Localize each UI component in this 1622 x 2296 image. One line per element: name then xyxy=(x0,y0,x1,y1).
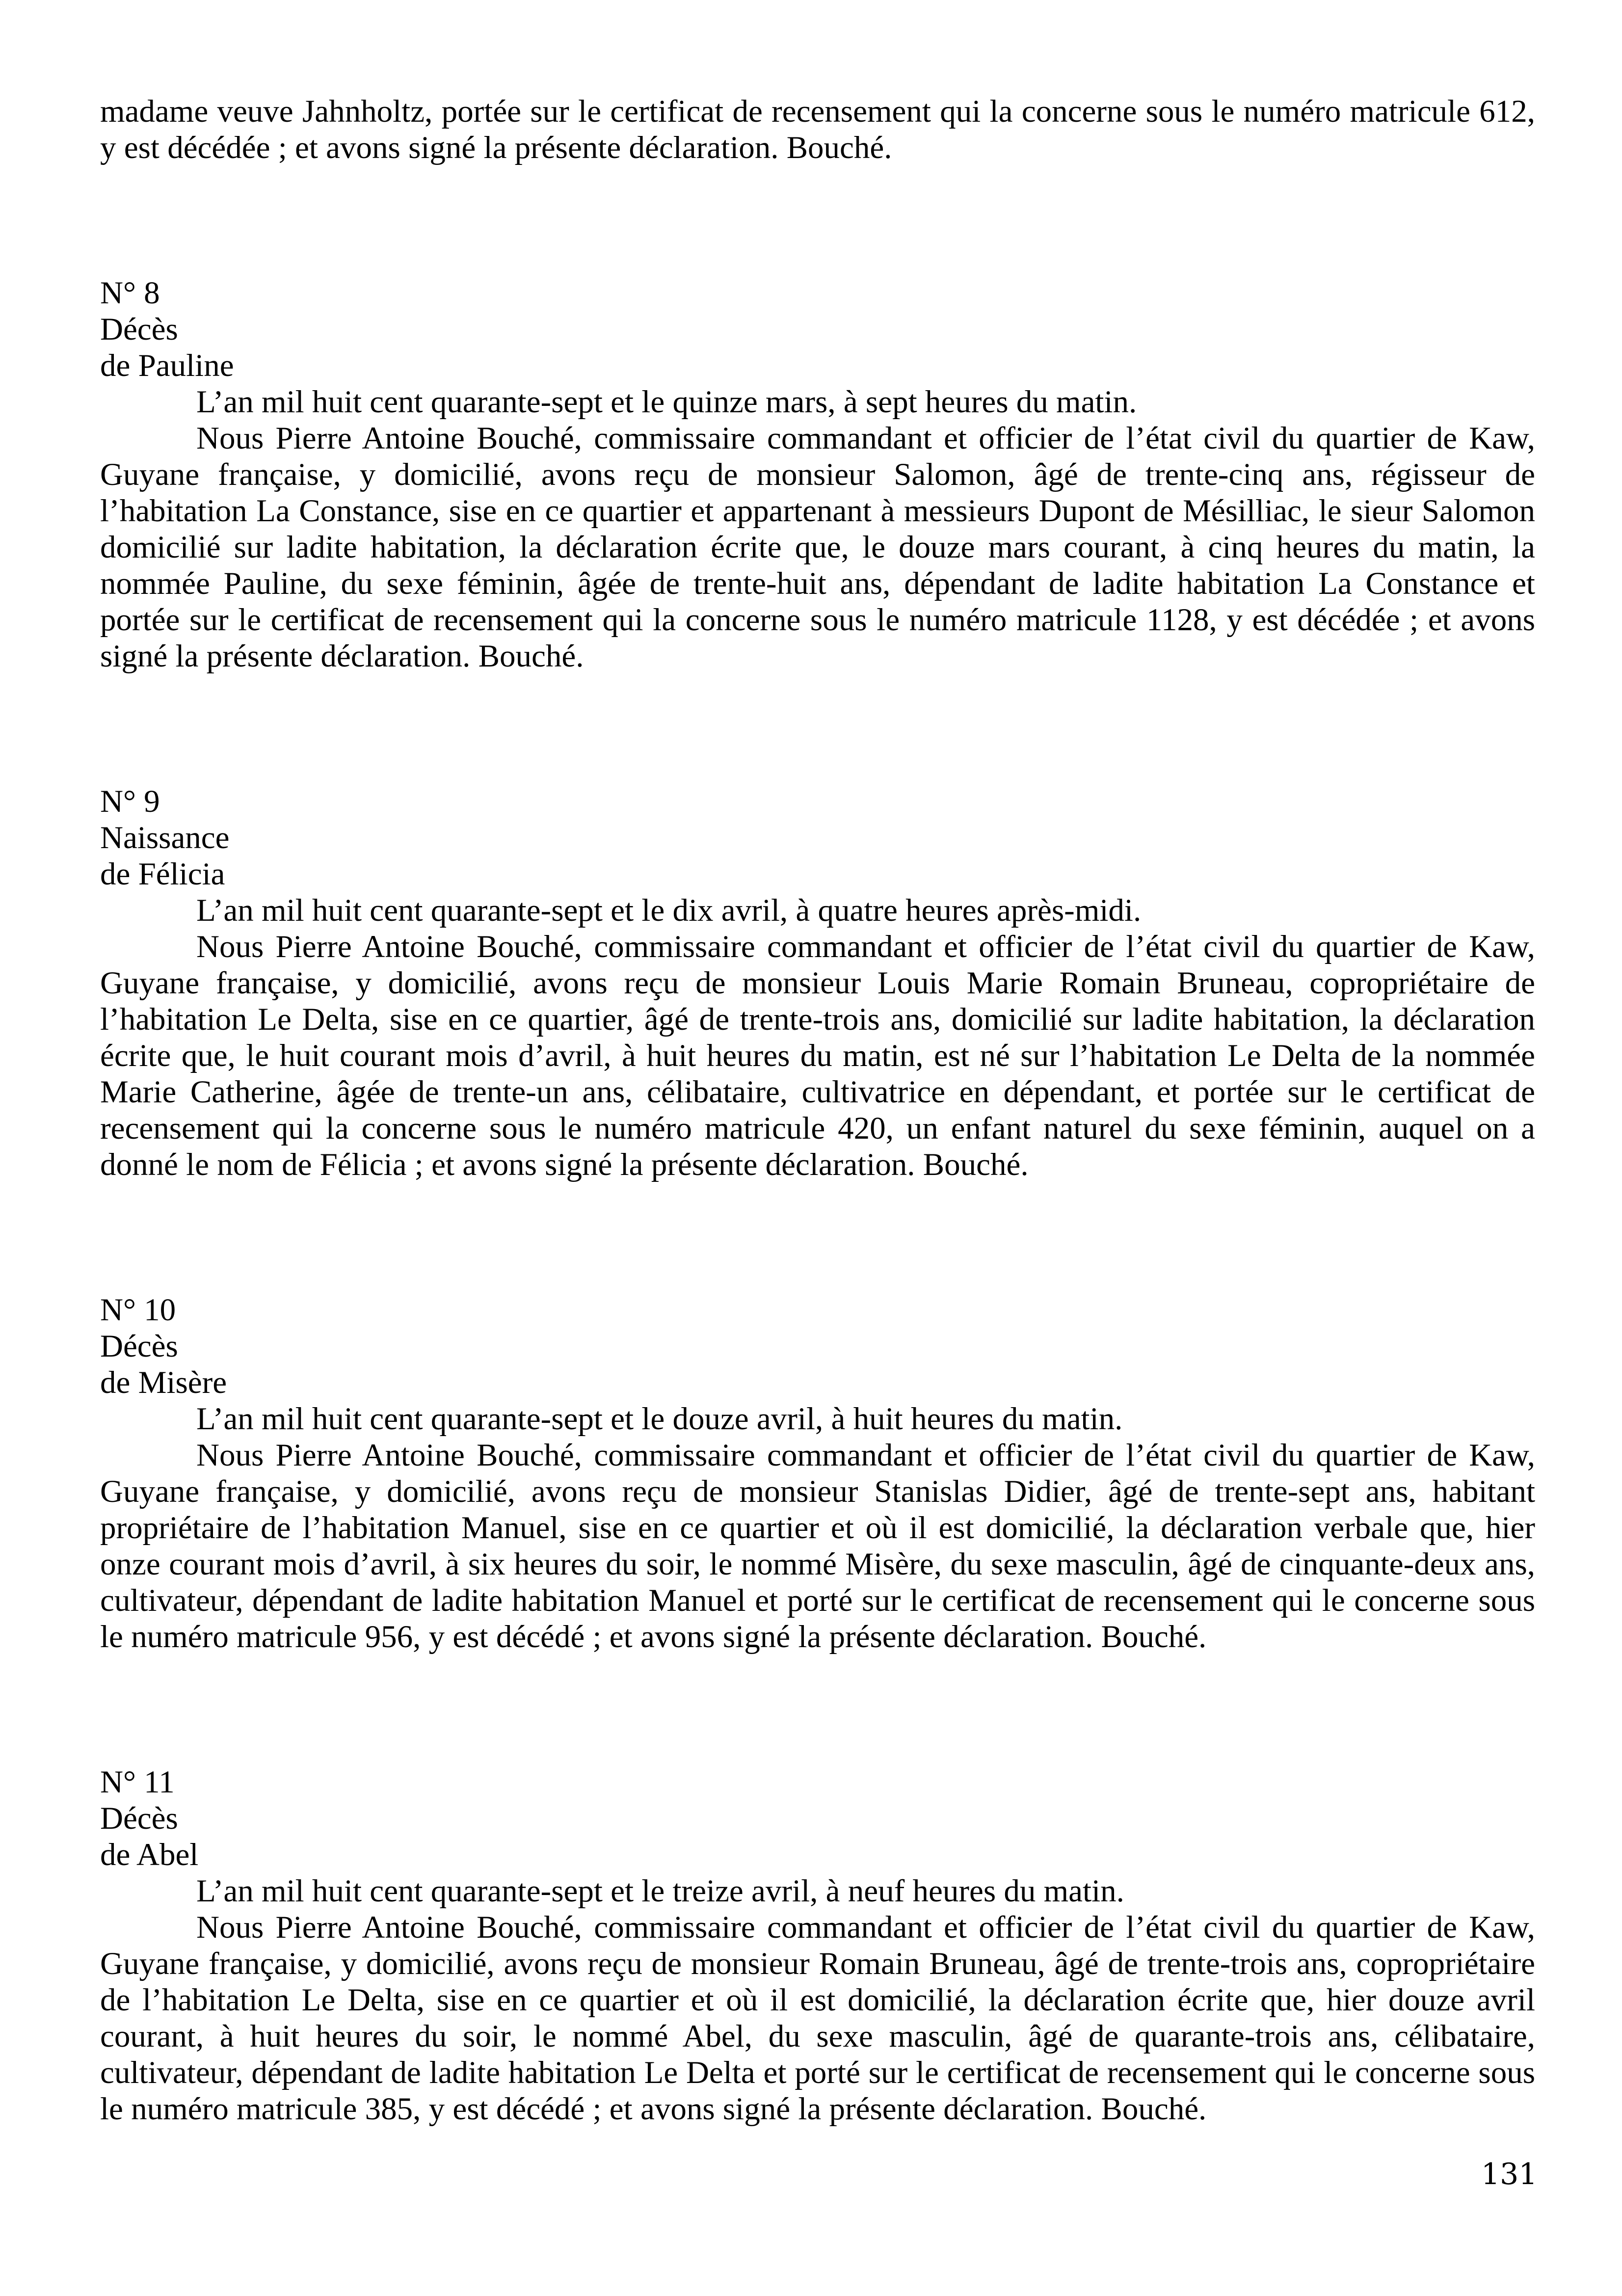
entry-8 xyxy=(100,275,1535,674)
entry-10 xyxy=(100,1292,1535,1655)
entry-number: N° 8 xyxy=(100,275,160,311)
entry-heading xyxy=(100,275,1535,384)
entry-body: Nous Pierre Antoine Bouché, commissaire commandant et officier de l’état civil du quartier de Kaw, Guyane française, y domicilié, avons reçu de monsieur Louis Marie Romain Bruneau, copropriétaire de l’habitation Le Delta, sise en ce quartier, âgé de trente-trois ans, domicilié sur ladite habitation, la déclaration écrite que, le huit courant mois d’avril, à huit heures du matin, est né sur l’habitation Le Delta de la nommée Marie Catherine, âgée de trente-un ans, célibataire, cultivatrice en dépendant, et portée sur le certificat de recensement qui la concerne sous le numéro matricule 420, un enfant naturel du sexe féminin, auquel on a donné le nom de Félicia ; et avons signé la présente déclaration. Bouché. xyxy=(100,929,1535,1182)
entry-type: Décès xyxy=(100,312,178,347)
entry-body: Nous Pierre Antoine Bouché, commissaire commandant et officier de l’état civil du quartier de Kaw, Guyane française, y domicilié, avons reçu de monsieur Salomon, âgé de trente-cinq ans, régisseur de l’habitation La Constance, sise en ce quartier et appartenant à messieurs Dupont de Mésilliac, le sieur Salomon domicilié sur ladite habitation, la déclaration écrite que, le douze mars courant, à cinq heures du matin, la nommée Pauline, du sexe féminin, âgée de trente-huit ans, dépendant de ladite habitation La Constance et portée sur le certificat de recensement qui la concerne sous le numéro matricule 1128, y est décédée ; et avons signé la présente déclaration. Bouché. xyxy=(100,421,1535,674)
document-page xyxy=(100,93,1535,2127)
entry-date-line: L’an mil huit cent quarante-sept et le douze avril, à huit heures du matin. xyxy=(196,1401,1123,1437)
entry-subject: de Misère xyxy=(100,1365,227,1400)
entry-type: Décès xyxy=(100,1801,178,1836)
page-number: 131 xyxy=(1481,2157,1538,2191)
entry-heading xyxy=(100,783,1535,892)
continuation-paragraph: madame veuve Jahnholtz, portée sur le certificat de recensement qui la concerne sous le numéro matricule 612, y est décédée ; et avons signé la présente déclaration. Bouché. xyxy=(100,94,1535,165)
entry-heading xyxy=(100,1764,1535,1873)
entry-9 xyxy=(100,783,1535,1183)
entry-date-line: L’an mil huit cent quarante-sept et le quinze mars, à sept heures du matin. xyxy=(196,384,1137,420)
entry-type: Naissance xyxy=(100,820,230,855)
entry-date-line: L’an mil huit cent quarante-sept et le treize avril, à neuf heures du matin. xyxy=(196,1873,1124,1909)
entry-subject: de Félicia xyxy=(100,856,225,892)
entry-11 xyxy=(100,1764,1535,2127)
entry-subject: de Abel xyxy=(100,1837,199,1872)
entry-heading xyxy=(100,1292,1535,1401)
entry-body: Nous Pierre Antoine Bouché, commissaire commandant et officier de l’état civil du quartier de Kaw, Guyane française, y domicilié, avons reçu de monsieur Stanislas Didier, âgé de trente-sept ans, habitant propriétaire de l’habitation Manuel, sise en ce quartier et où il est domicilié, la déclaration verbale que, hier onze courant mois d’avril, à six heures du soir, le nommé Misère, du sexe masculin, âgé de cinquante-deux ans, cultivateur, dépendant de ladite habitation Manuel et porté sur le certificat de recensement qui le concerne sous le numéro matricule 956, y est décédé ; et avons signé la présente déclaration. Bouché. xyxy=(100,1438,1535,1655)
entry-type: Décès xyxy=(100,1329,178,1364)
entry-date-line: L’an mil huit cent quarante-sept et le dix avril, à quatre heures après-midi. xyxy=(196,893,1142,928)
entry-number: N° 9 xyxy=(100,784,160,819)
entry-number: N° 10 xyxy=(100,1292,176,1328)
entry-body: Nous Pierre Antoine Bouché, commissaire commandant et officier de l’état civil du quartier de Kaw, Guyane française, y domicilié, avons reçu de monsieur Romain Bruneau, âgé de trente-trois ans, copropriétaire de l’habitation Le Delta, sise en ce quartier et où il est domicilié, la déclaration écrite que, hier douze avril courant, à huit heures du soir, le nommé Abel, du sexe masculin, âgé de quarante-trois ans, célibataire, cultivateur, dépendant de ladite habitation Le Delta et porté sur le certificat de recensement qui le concerne sous le numéro matricule 385, y est décédé ; et avons signé la présente déclaration. Bouché. xyxy=(100,1910,1535,2127)
entry-number: N° 11 xyxy=(100,1764,175,1800)
entry-subject: de Pauline xyxy=(100,348,234,383)
